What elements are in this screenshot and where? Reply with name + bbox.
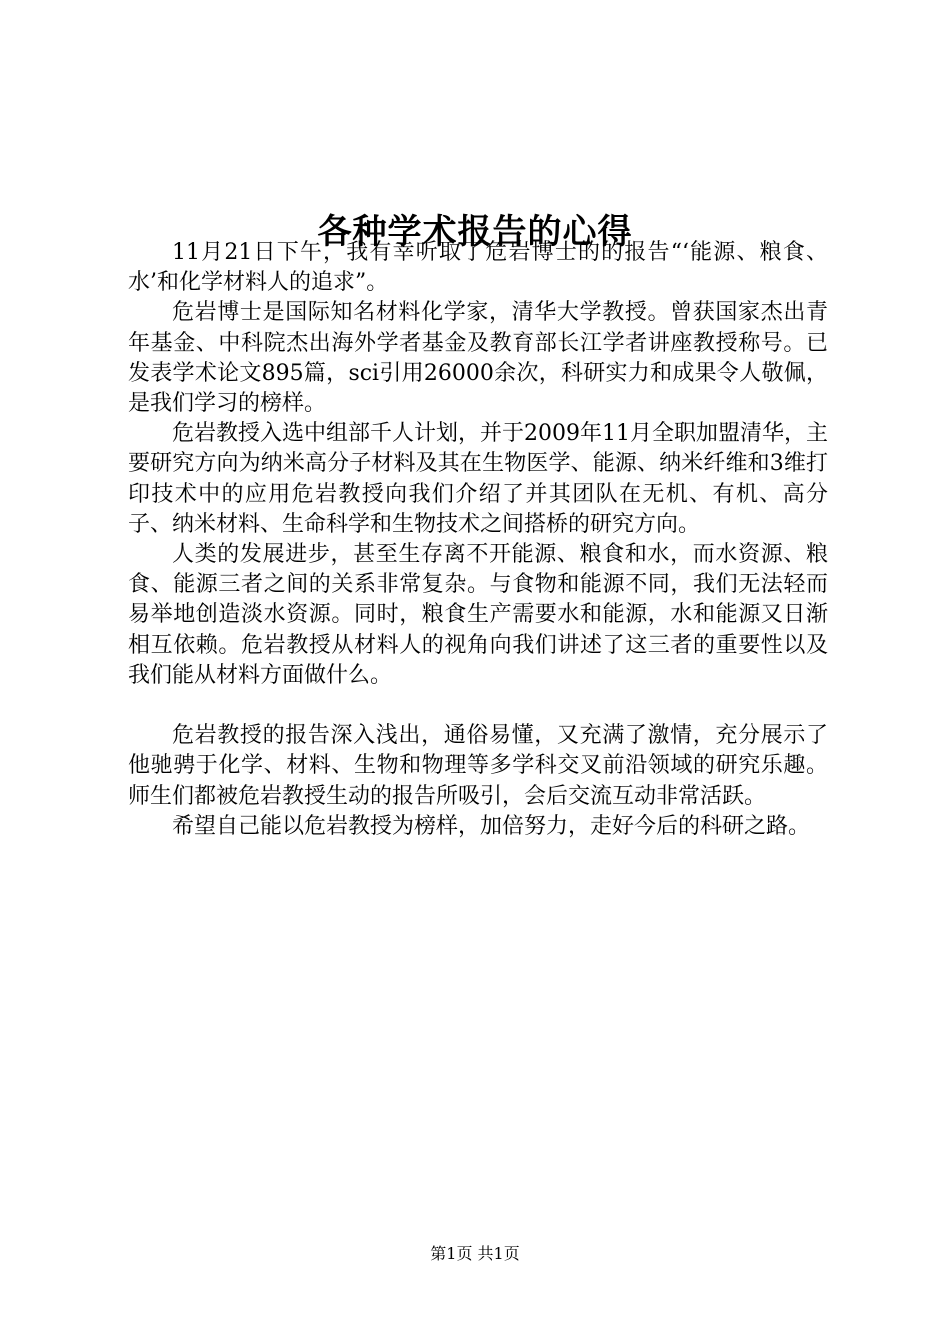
page-number-footer: 第1页 共1页 (430, 1244, 520, 1263)
paragraph-intro: 11月21日下午，我有幸听取了危岩博士的的报告“‘能源、粮食、水’和化学材料人的追求”。 (128, 240, 828, 296)
paragraph-resources: 人类的发展进步，甚至生存离不开能源、粮食和水，而水资源、粮食、能源三者之间的关系非常复杂。与食物和能源不同，我们无法轻而易举地创造淡水资源。同时，粮食生产需要水和能源，水和能源又日渐相互依赖。危岩教授从材料人的视角向我们讲述了这三者的重要性以及我们能从材料方面做什么。 (128, 542, 828, 688)
paragraph-spacer (128, 691, 828, 721)
document-title: 各种学术报告的心得 (317, 211, 633, 252)
paragraph-conclusion: 希望自己能以危岩教授为榜样，加倍努力，走好今后的科研之路。 (172, 813, 811, 839)
paragraph-biography: 危岩博士是国际知名材料化学家，清华大学教授。曾获国家杰出青年基金、中科院杰出海外学者基金及教育部长江学者讲座教授称号。已发表学术论文895篇，sci引用26000余次，科研实力和成果令人敬佩，是我们学习的榜样。 (128, 300, 828, 417)
paragraph-research: 危岩教授入选中组部千人计划，并于2009年11月全职加盟清华，主要研究方向为纳米高分子材料及其在生物医学、能源、纳米纤维和3维打印技术中的应用危岩教授向我们介绍了并其团队在无机、有机、高分子、纳米材料、生命科学和生物技术之间搭桥的研究方向。 (128, 421, 829, 537)
document-body (128, 238, 828, 842)
paragraph-impression: 危岩教授的报告深入浅出，通俗易懂，又充满了激情，充分展示了他驰骋于化学、材料、生物和物理等多学科交叉前沿领域的研究乐趣。师生们都被危岩教授生动的报告所吸引，会后交流互动非常活跃。 (128, 723, 828, 809)
